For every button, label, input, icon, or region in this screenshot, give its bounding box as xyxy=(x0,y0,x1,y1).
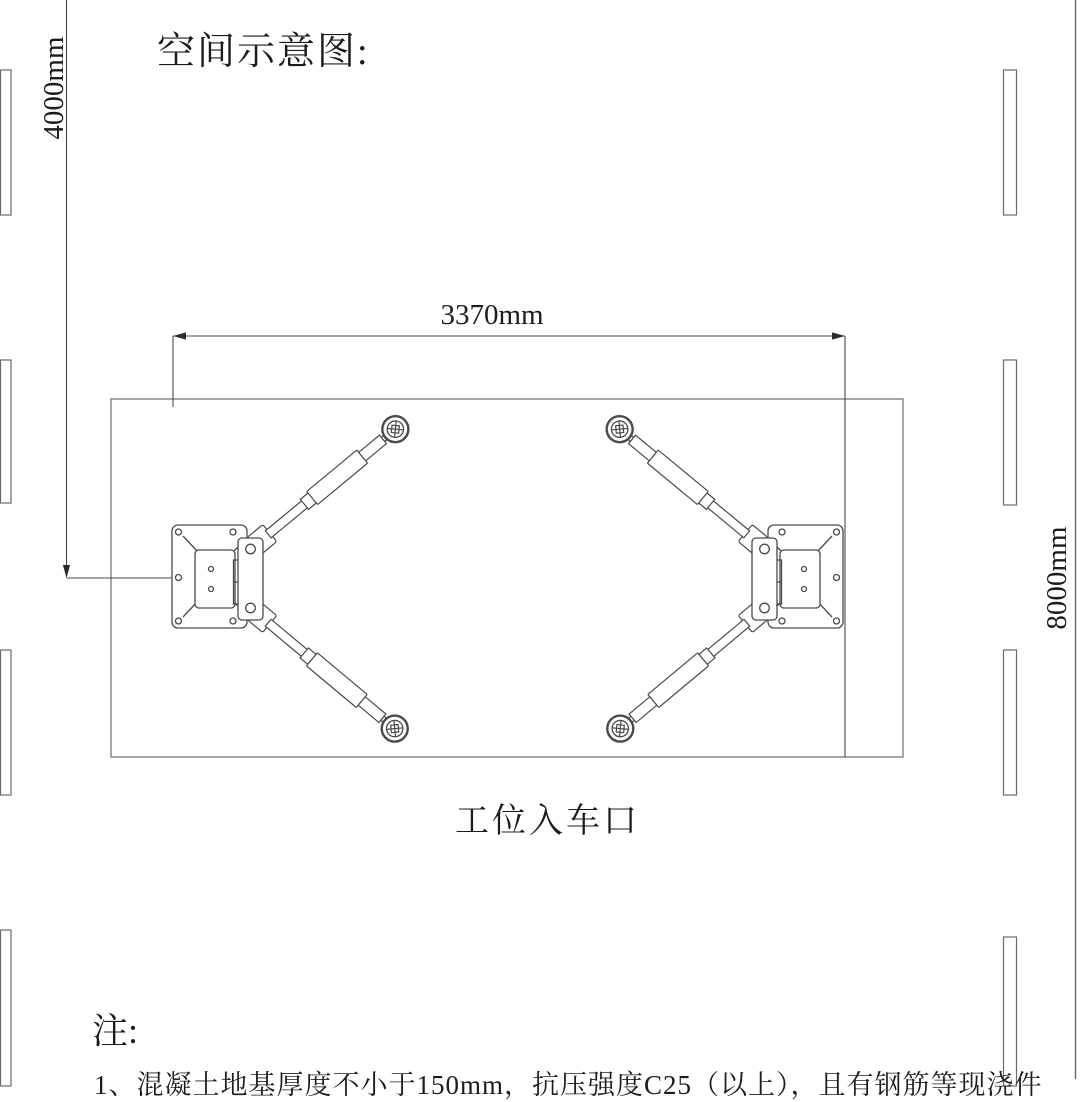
lift-post-right xyxy=(601,411,843,747)
dimension-label-right: 8000mm xyxy=(1041,526,1073,630)
wall-column xyxy=(1004,360,1017,505)
page-title: 空间示意图: xyxy=(157,31,370,73)
wall-column xyxy=(1,650,12,795)
dimension-4000 xyxy=(63,0,178,578)
wall-columns-left xyxy=(1,70,12,1086)
entrance-label: 工位入车口 xyxy=(455,803,640,840)
wall-column xyxy=(1,70,12,215)
wall-column xyxy=(1,930,12,1086)
wall-column xyxy=(1,360,12,503)
arrowhead-left xyxy=(173,332,186,339)
dimension-label-width: 3370mm xyxy=(440,299,544,331)
wall-columns-right xyxy=(1004,70,1017,1086)
note-line-1: 1、混凝土地基厚度不小于150mm，抗压强度C25（以上），且有钢筋等现浇件 xyxy=(94,1070,1043,1100)
lift-post-left xyxy=(172,411,414,747)
notes-heading: 注: xyxy=(92,1011,139,1051)
dimension-label-left: 4000mm xyxy=(38,36,70,140)
arrowhead-down xyxy=(63,565,70,578)
wall-column xyxy=(1004,650,1017,795)
arrowhead-right xyxy=(832,332,845,339)
wall-column xyxy=(1004,70,1017,215)
